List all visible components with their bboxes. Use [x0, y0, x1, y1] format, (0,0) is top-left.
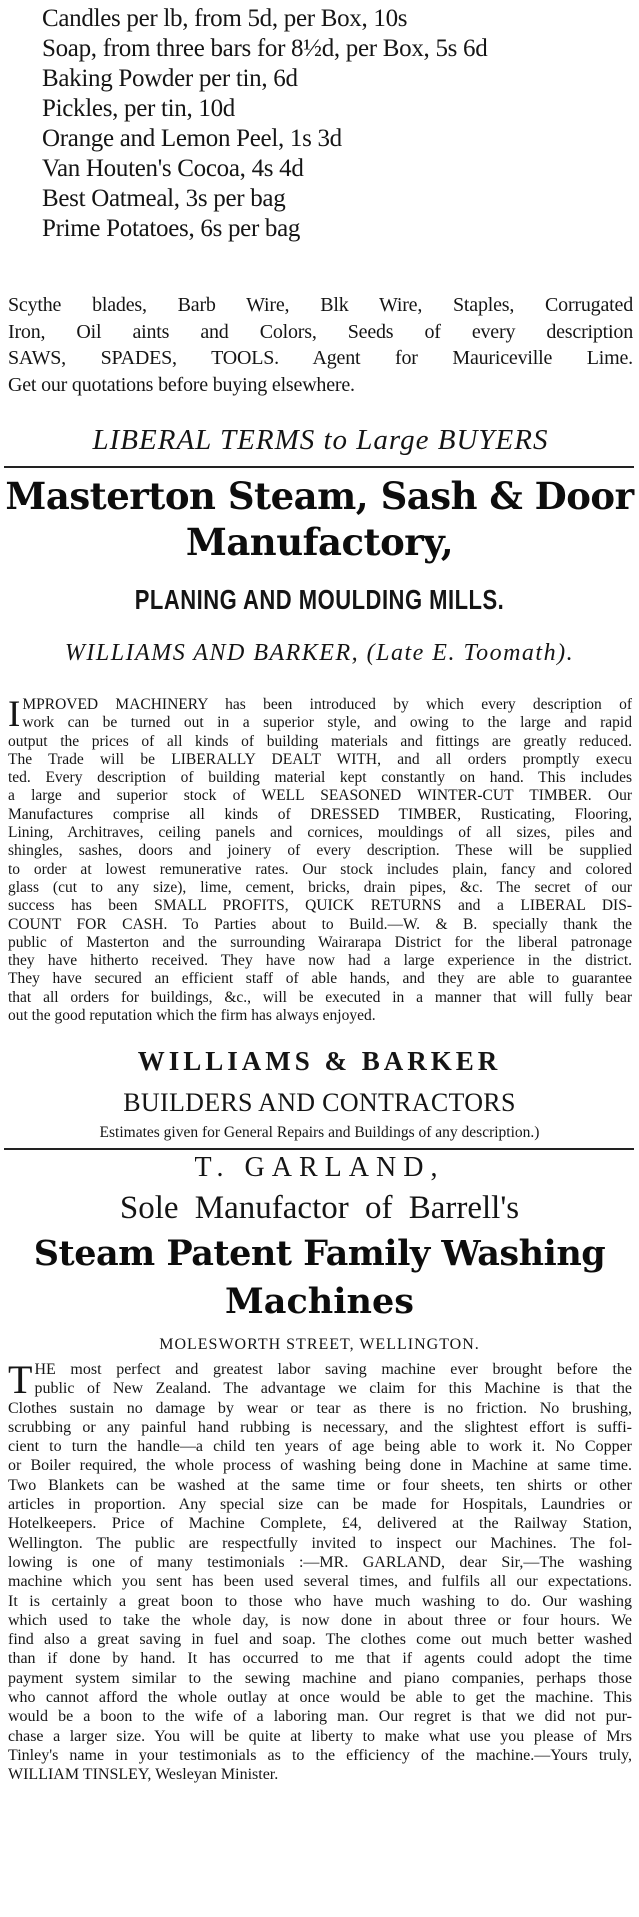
ad2-body-line: It is certainly a great boon to those who have much washing to do. Our washing — [8, 1592, 632, 1610]
ad2-title-line1: Steam Patent Family Washing — [33, 1233, 606, 1274]
ad1-body-line: a large and superior stock of WELL SEASONED WINTER-CUT TIMBER. Our — [8, 787, 632, 805]
ad1-body-line: they have hitherto received. They have now had a large experience in the district. — [8, 952, 632, 970]
ad2-role: Sole Manufactor of Barrell's — [119, 1190, 520, 1226]
price-line: Soap, from three bars for 8½d, per Box, 5s 6d — [42, 35, 488, 62]
ad1-body-line: success has been SMALL PROFITS, QUICK RETURNS and a LIBERAL DIS- — [8, 897, 632, 915]
ad2-body-line: public of New Zealand. The advantage we claim for this Machine is that the — [34, 1380, 632, 1398]
ad2-body-line: HE most perfect and greatest labor saving machine ever brought before the — [34, 1361, 632, 1378]
ad2-body-line: Hotelkeepers. Price of Machine Complete, £4, delivered at the Railway Station, — [8, 1515, 632, 1533]
ad2-body-line: than if done by hand. It has occurred to me that if agents could adopt the time — [8, 1650, 632, 1668]
ad2-body-line: machine which you sent has been used several times, and fulfils all our expectations. — [8, 1573, 632, 1591]
hardware-line: Iron, Oil aints and Colors, Seeds of every description — [8, 320, 633, 343]
ad1-firm-name: WILLIAMS & BARKER — [137, 1046, 502, 1076]
ad1-body-line: out the good reputation which the firm has always enjoyed. — [8, 1007, 376, 1025]
ad2-name: T. GARLAND, — [194, 1152, 445, 1183]
ad2-body-line: lowing is one of many testimonials :—MR. GARLAND, dear Sir,—The washing — [8, 1553, 632, 1571]
ad2-body-line: would be a boon to the wife of a laboring man. Our regret is that we did not pur- — [8, 1708, 632, 1726]
price-line: Best Oatmeal, 3s per bag — [42, 185, 286, 212]
ad1-body-line: COUNT FOR CASH. To Parties about to Build.—W. & B. specially thank the — [8, 915, 632, 933]
ad2-body-line: scrubbing or any painful hand rubbing is necessary, and the slightest effort is suffi- — [8, 1418, 632, 1436]
ad2-body-line: payment system similar to the sewing machine and piano companies, perhaps those — [8, 1669, 632, 1687]
ad1-body — [8, 696, 632, 1025]
ad2-body-line: find also a great saving in fuel and soap. The clothes come out much better washed — [8, 1631, 632, 1649]
ad1-title-line2: Manufactory, — [185, 520, 454, 564]
price-line: Candles per lb, from 5d, per Box, 10s — [42, 5, 408, 32]
ad1-body-line: shingles, sashes, doors and joinery of every description. These will be supplied — [8, 842, 632, 860]
hardware-line: Get our quotations before buying elsewhere. — [8, 373, 355, 396]
hardware-notice — [8, 292, 633, 398]
ad1-body-line: Manufactures comprise all kinds of DRESSED TIMBER, Rusticating, Flooring, — [8, 805, 632, 823]
ad2-body-line: chase a larger size. You will be quite at liberty to make what use you please of Mrs — [8, 1727, 632, 1745]
ad1-body-line: public of Masterton and the surrounding Wairarapa District for the liberal patronage — [8, 933, 632, 951]
ad2-body-line: Wellington. The public are respectfully invited to inspect our Machines. The fol- — [8, 1534, 632, 1552]
price-line: Van Houten's Cocoa, 4s 4d — [42, 155, 304, 182]
hardware-line: Scythe blades, Barb Wire, Blk Wire, Staples, Corrugated — [8, 294, 633, 316]
ad2-body-line: WILLIAM TINSLEY, Wesleyan Minister. — [8, 1766, 279, 1784]
column-rule — [4, 466, 634, 468]
ad1-body-line: output the prices of all kinds of building materials and fittings are greatly reduced. — [8, 732, 632, 750]
ad1-firm-role: BUILDERS AND CONTRACTORS — [123, 1088, 516, 1117]
ad1-proprietors: WILLIAMS AND BARKER, (Late E. Toomath). — [64, 640, 575, 666]
price-line: Prime Potatoes, 6s per bag — [42, 215, 301, 242]
ad1-body-line: They have secured an efficient staff of able hands, and they are able to guarantee — [8, 970, 632, 988]
ad2-body-line: who cannot afford the whole outlay at once would be able to get the machine. This — [8, 1689, 632, 1707]
hardware-line: SAWS, SPADES, TOOLS. Agent for Mauriceville Lime. — [8, 347, 633, 369]
ad2-title-line2: Machines — [225, 1281, 414, 1322]
liberal-terms-banner: LIBERAL TERMS to Large BUYERS — [92, 424, 549, 456]
ad2-body-line: cient to turn the handle—a child ten years of age being able to work it. No Copper — [8, 1438, 632, 1456]
ad2-body-line: articles in proportion. Any special size can be made for Hospitals, Laundries or — [8, 1496, 632, 1514]
ad2-body-line: Tinley's name in your testimonials as to the efficiency of the machine.—Yours truly, — [8, 1746, 632, 1764]
ad1-body-line: to order at lowest remunerative rates. Our stock includes plain, fancy and colored — [8, 860, 632, 878]
column-rule — [4, 1148, 634, 1150]
ad1-body-line: The Trade will be LIBERALLY DEALT WITH, and all orders promptly execu — [8, 750, 632, 768]
ad1-body-line: glass (cut to any size), lime, cement, bricks, drain pipes, &c. The secret of our — [8, 878, 632, 896]
ad1-body-line: Lining, Architraves, ceiling panels and cornices, mouldings of all sizes, piles and — [8, 824, 632, 842]
ad1-body-line: ted. Every description of building material kept constantly on hand. This includes — [8, 769, 632, 787]
price-line: Pickles, per tin, 10d — [42, 95, 235, 122]
price-line: Baking Powder per tin, 6d — [42, 65, 298, 92]
ad2-dropcap: T — [8, 1357, 33, 1402]
ad1-subtitle: PLANING AND MOULDING MILLS. — [134, 583, 505, 615]
ad1-dropcap: I — [8, 694, 21, 735]
ad1-body-line: work can be turned out in a superior style, and owing to the large and rapid — [22, 714, 632, 732]
ad2-body-line: which used to take the whole day, is now done in about three or four hours. We — [8, 1611, 632, 1629]
ad1-body-line: MPROVED MACHINERY has been introduced by which every description of — [22, 696, 632, 713]
price-line: Orange and Lemon Peel, 1s 3d — [42, 125, 342, 152]
ad2-body-line: Two Blankets can be washed at the same time or four sheets, ten shirts or other — [8, 1476, 632, 1494]
ad1-title-line1: Masterton Steam, Sash & Door — [5, 474, 634, 518]
ad1-body-line: that all orders for buildings, &c., will be executed in a manner that will fully bear — [8, 988, 632, 1006]
ad2-body-line: or Boiler required, the whole process of washing being done in Machine at same time. — [8, 1457, 632, 1475]
price-list — [42, 4, 602, 244]
ad2-body — [8, 1357, 632, 1785]
ad2-address: MOLESWORTH STREET, WELLINGTON. — [159, 1336, 480, 1353]
ad2-body-line: Clothes sustain no damage by wear or tear as there is no friction. No brushing, — [8, 1399, 632, 1417]
ad1-estimates: Estimates given for General Repairs and Buildings of any description.) — [99, 1124, 540, 1141]
